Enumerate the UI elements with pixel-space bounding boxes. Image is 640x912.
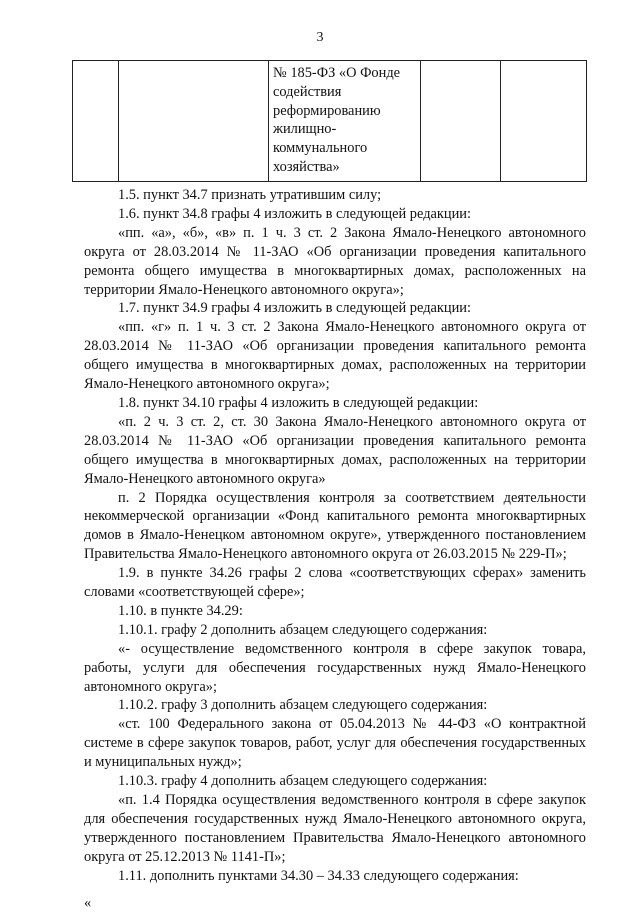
quote-graph-3: «ст. 100 Федерального закона от 05.04.2013 № 44-ФЗ «О контрактной системе в сфере закупок товаров, работ, услуг для обеспечения государственных и муниципальных нужд»; — [84, 716, 586, 771]
paragraph-1-10-1: 1.10.1. графу 2 дополнить абзацем следующего содержания: — [118, 621, 488, 638]
table-row — [73, 61, 587, 182]
paragraph-1-5: 1.5. пункт 34.7 признать утратившим силу; — [118, 187, 382, 203]
table-cell-col1 — [73, 61, 119, 182]
paragraph-1-11: 1.11. дополнить пунктами 34.30 – 34.33 следующего содержания: — [118, 867, 519, 884]
table-cell-col2 — [119, 61, 269, 182]
table-cell-col3: № 185-ФЗ «О Фонде содействия реформированию жилищно-коммунального хозяйства» — [269, 61, 421, 182]
quote-graph-2: «- осуществление ведомственного контроля в сфере закупок товара, работы, услуги для обеспечения государственных нужд Ямало-Ненецкого автономного округа»; — [84, 640, 586, 695]
page-number: 3 — [316, 30, 324, 45]
paragraph-1-7: 1.7. пункт 34.9 графы 4 изложить в следующей редакции: — [118, 300, 472, 317]
table-continuation — [72, 60, 587, 182]
paragraph-1-6: 1.6. пункт 34.8 графы 4 изложить в следующей редакции: — [118, 205, 472, 222]
table-cell-col4 — [421, 61, 501, 182]
paragraph-1-10-3: 1.10.3. графу 4 дополнить абзацем следующего содержания: — [118, 773, 488, 790]
quote-graph-4: «п. 1.4 Порядка осуществления ведомственного контроля в сфере закупок для обеспечения государственных нужд Ямало-Ненецкого автономного округа, утвержденного постановлением Правительства Ямало-Ненецкого автономного округа от 25.12.2013 № 1141-П»; — [84, 792, 586, 865]
trailing-open-quote: « — [84, 894, 92, 911]
quote-item-34-8: «пп. «а», «б», «в» п. 1 ч. 3 ст. 2 Закона Ямало-Ненецкого автономного округа от 28.03.2014 № 11-ЗАО «Об организации проведения капитального ремонта общего имущества в многоквартирных домах, расположенных на территории Ямало-Ненецкого автономного округа»; — [84, 224, 586, 298]
paragraph-1-10: 1.10. в пункте 34.29: — [118, 602, 243, 619]
document-body — [84, 186, 586, 912]
table-cell-col5 — [501, 61, 587, 182]
quote-item-34-10-cont: п. 2 Порядка осуществления контроля за соответствием деятельности некоммерческой организации «Фонд капитального ремонта многоквартирных домов в Ямало-Ненецком автономном округе», утвержденного постановлением Правительства Ямало-Ненецкого автономного округа от 26.03.2015 № 229-П»; — [84, 489, 586, 563]
quote-item-34-10: «п. 2 ч. 3 ст. 2, ст. 30 Закона Ямало-Ненецкого автономного округа от 28.03.2014 № 11-ЗАО «Об организации проведения капитального ремонта общего имущества в многоквартирных домах, расположенных на территории Ямало-Ненецкого автономного округа» — [84, 413, 586, 487]
quote-item-34-9: «пп. «г» п. 1 ч. 3 ст. 2 Закона Ямало-Ненецкого автономного округа от 28.03.2014 № 11-ЗАО «Об организации проведения капитального ремонта общего имущества в многоквартирных домах, расположенных на территории Ямало-Ненецкого автономного округа»; — [84, 319, 586, 393]
paragraph-1-10-2: 1.10.2. графу 3 дополнить абзацем следующего содержания: — [118, 697, 488, 714]
paragraph-1-8: 1.8. пункт 34.10 графы 4 изложить в следующей редакции: — [118, 394, 479, 411]
paragraph-1-9: 1.9. в пункте 34.26 графы 2 слова «соответствующих сферах» заменить словами «соответствующей сфере»; — [84, 565, 586, 601]
